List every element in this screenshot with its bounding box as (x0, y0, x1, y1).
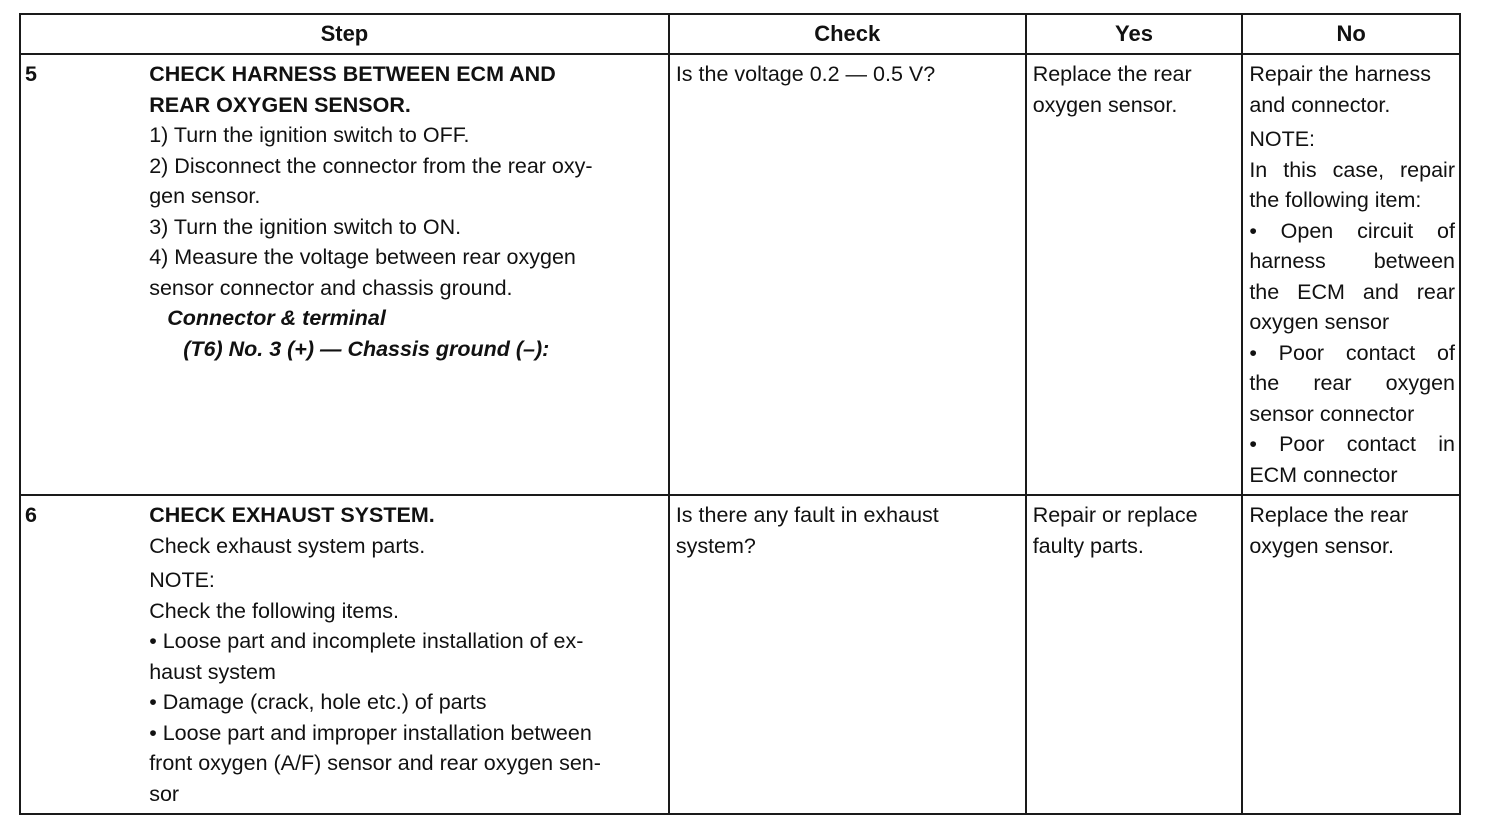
step-title: REAR OXYGEN SENSOR. (149, 92, 411, 117)
no-text: ECM connector (1249, 462, 1398, 487)
header-check: Check (669, 14, 1026, 54)
step-title: CHECK EXHAUST SYSTEM. (149, 503, 435, 527)
note-label: NOTE: (149, 568, 215, 592)
step-content (137, 54, 669, 495)
no-text: harness between (1249, 249, 1455, 273)
step-instruction: 4) Measure the voltage between rear oxygen (149, 245, 576, 269)
step-number: 6 (20, 495, 137, 814)
header-step: Step (20, 14, 669, 54)
header-row (20, 14, 1460, 54)
step-instruction: 2) Disconnect the connector from the rear oxy- (149, 153, 593, 178)
step-instruction: Check the following items. (149, 598, 399, 623)
note-bullet: • Loose part and improper installation between (149, 720, 592, 745)
step-instruction: sensor connector and chassis ground. (149, 275, 513, 300)
diagnostic-table (19, 13, 1461, 815)
step-content (137, 495, 669, 814)
no-text: In this case, repair (1249, 157, 1455, 182)
no-text: oxygen sensor. (1249, 533, 1394, 558)
table-row (20, 495, 1460, 814)
check-cell (669, 54, 1026, 495)
step-instruction: 1) Turn the ignition switch to OFF. (149, 123, 470, 147)
no-bullet: • Poor contact in (1249, 432, 1455, 456)
note-bullet: front oxygen (A/F) sensor and rear oxygen sen- (149, 751, 601, 775)
yes-text: Replace the rear (1032, 62, 1192, 86)
step-number: 5 (20, 54, 137, 495)
no-text: the following item: (1249, 188, 1422, 212)
yes-cell (1026, 495, 1243, 814)
step-title: CHECK HARNESS BETWEEN ECM AND (149, 62, 556, 86)
yes-cell (1026, 54, 1243, 495)
no-text: oxygen sensor (1249, 310, 1390, 334)
header-no: No (1242, 14, 1460, 54)
table-row (20, 54, 1460, 495)
no-note-label: NOTE: (1249, 127, 1316, 151)
yes-text: Repair or replace (1032, 503, 1198, 527)
no-text: and connector. (1249, 92, 1391, 117)
note-bullet: • Loose part and incomplete installation of ex- (149, 629, 584, 653)
no-text: the rear oxygen (1249, 371, 1455, 395)
step-instruction: Check exhaust system parts. (149, 533, 426, 558)
header-yes: Yes (1026, 14, 1243, 54)
no-cell (1242, 54, 1460, 495)
note-bullet: • Damage (crack, hole etc.) of parts (149, 690, 487, 714)
connector-value: (T6) No. 3 (+) — Chassis ground (–): (183, 336, 550, 361)
note-bullet: haust system (149, 659, 276, 684)
check-text: Is there any fault in exhaust (675, 503, 939, 527)
no-bullet: • Poor contact of (1249, 340, 1455, 365)
check-text: system? (675, 533, 756, 558)
no-text: sensor connector (1249, 401, 1415, 426)
yes-text: faulty parts. (1032, 533, 1144, 558)
no-text: the ECM and rear (1249, 279, 1455, 304)
connector-label: Connector & terminal (167, 306, 386, 330)
step-instruction: 3) Turn the ignition switch to ON. (149, 214, 462, 239)
step-instruction: gen sensor. (149, 184, 261, 208)
no-text: Repair the harness (1249, 62, 1431, 86)
no-cell (1242, 495, 1460, 814)
yes-text: oxygen sensor. (1032, 92, 1178, 117)
check-text: Is the voltage 0.2 — 0.5 V? (675, 62, 936, 86)
no-text: Replace the rear (1249, 503, 1409, 527)
note-bullet: sor (149, 781, 180, 806)
check-cell (669, 495, 1026, 814)
no-bullet: • Open circuit of (1249, 218, 1455, 243)
